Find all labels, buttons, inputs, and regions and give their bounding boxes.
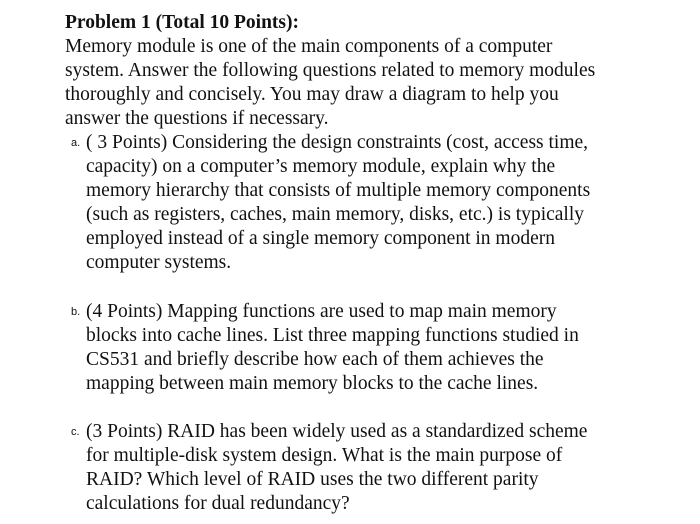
intro-line: Memory module is one of the main components of a computer (65, 36, 553, 57)
intro-line: thoroughly and concisely. You may draw a diagram to help you (65, 84, 559, 105)
question-a-line: ( 3 Points) Considering the design constraints (cost, access time, (86, 132, 589, 153)
question-a-marker: a. (71, 137, 81, 149)
question-a-line: employed instead of a single memory component in modern (86, 228, 555, 249)
question-b-line: (4 Points) Mapping functions are used to map main memory (86, 301, 557, 322)
question-a-line: (such as registers, caches, main memory, disks, etc.) is typically (86, 204, 585, 225)
intro-line: answer the questions if necessary. (65, 108, 329, 129)
question-b-line: blocks into cache lines. List three mapping functions studied in (86, 325, 579, 346)
question-b-line: mapping between main memory blocks to the cache lines. (86, 373, 539, 394)
question-c-line: (3 Points) RAID has been widely used as a standardized scheme (86, 421, 588, 442)
question-c-line: for multiple-disk system design. What is the main purpose of (86, 445, 563, 466)
question-c-marker: c. (71, 426, 80, 438)
question-a-line: memory hierarchy that consists of multiple memory components (86, 180, 591, 201)
question-c-line: calculations for dual redundancy? (86, 493, 350, 514)
question-b-marker: b. (71, 306, 81, 318)
intro-line: system. Answer the following questions related to memory modules (65, 60, 596, 81)
question-b-line: CS531 and briefly describe how each of them achieves the (86, 349, 544, 370)
question-c-line: RAID? Which level of RAID uses the two different parity (86, 469, 539, 490)
question-a-line: capacity) on a computer’s memory module, explain why the (86, 156, 556, 177)
problem-title: Problem 1 (Total 10 Points): (65, 12, 299, 33)
question-a-line: computer systems. (86, 252, 232, 273)
